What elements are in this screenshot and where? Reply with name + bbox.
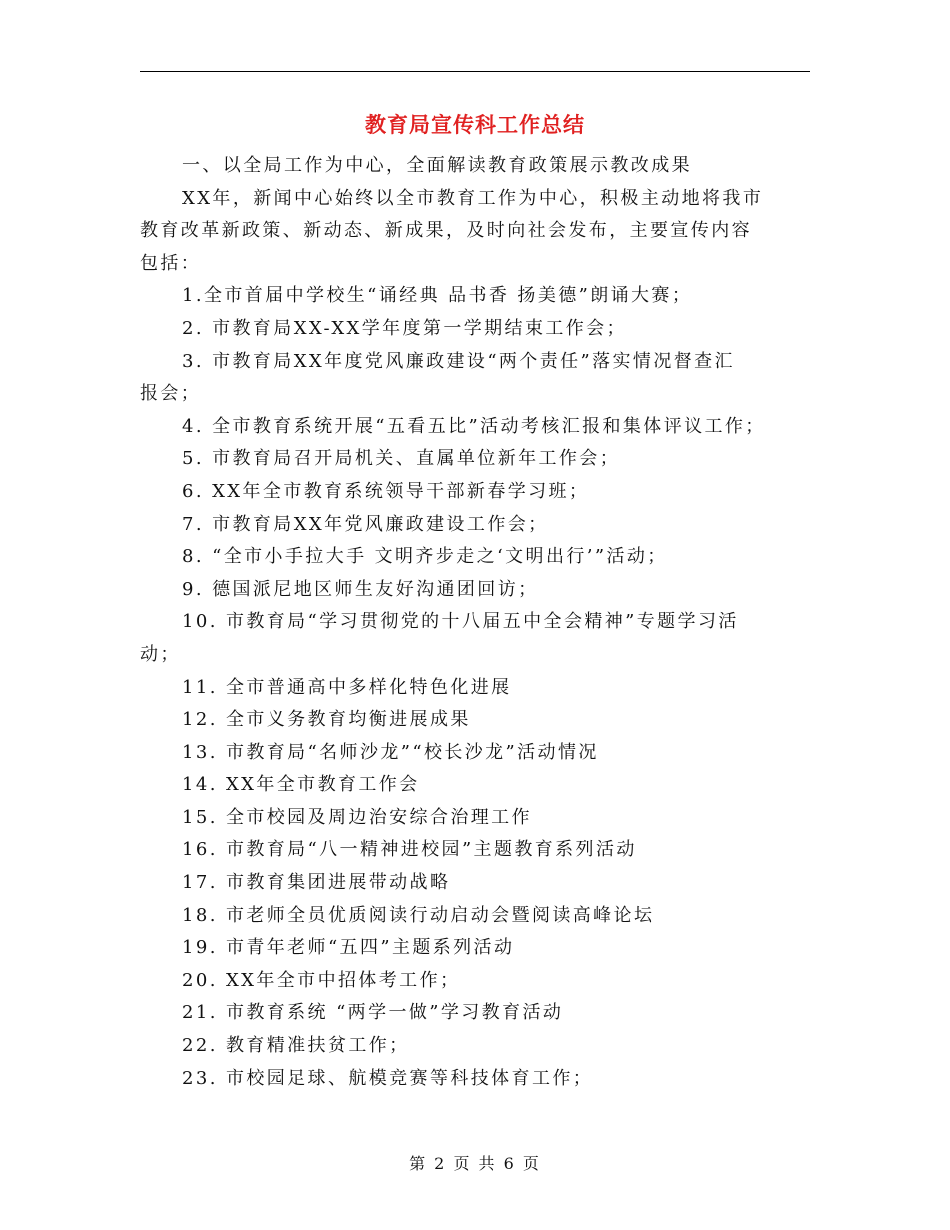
list-item: 9. 德国派尼地区师生友好沟通团回访； — [182, 578, 539, 600]
list-item: 7. 市教育局XX年党风廉政建设工作会； — [182, 513, 549, 535]
list-item: 5. 市教育局召开局机关、直属单位新年工作会； — [182, 448, 621, 470]
list-item: 12. 全市义务教育均衡进展成果 — [182, 709, 471, 731]
list-item: 16. 市教育局“八一精神进校园”主题教育系列活动 — [182, 839, 637, 861]
list-item: 22. 教育精准扶贫工作； — [182, 1035, 410, 1057]
list-item: 10. 市教育局“学习贯彻党的十八届五中全会精神”专题学习活 — [182, 611, 739, 633]
list-item: 20. XX年全市中招体考工作； — [182, 969, 461, 991]
document-title: 教育局宣传科工作总结 — [365, 113, 585, 137]
intro-line: 包括： — [140, 252, 202, 274]
list-item: 18. 市老师全员优质阅读行动启动会暨阅读高峰论坛 — [182, 904, 655, 926]
intro-line: XX年，新闻中心始终以全市教育工作为中心，积极主动地将我市 — [182, 187, 764, 209]
list-item-continuation: 动； — [140, 643, 181, 665]
list-item: 3. 市教育局XX年度党风廉政建设“两个责任”落实情况督查汇 — [182, 350, 735, 372]
list-item: 19. 市青年老师“五四”主题系列活动 — [182, 937, 515, 959]
section-heading: 一、以全局工作为中心，全面解读教育政策展示教改成果 — [182, 155, 692, 176]
list-item: 13. 市教育局“名师沙龙”“校长沙龙”活动情况 — [182, 741, 599, 763]
list-item: 1.全市首届中学校生“诵经典 品书香 扬美德”朗诵大赛； — [182, 285, 693, 307]
list-item: 15. 全市校园及周边治安综合治理工作 — [182, 806, 532, 828]
list-item-continuation: 报会； — [140, 383, 202, 405]
page-footer: 第 2 页 共 6 页 — [409, 1154, 541, 1173]
list-item: 17. 市教育集团进展带动战略 — [182, 872, 451, 894]
list-item: 2. 市教育局XX-XX学年度第一学期结束工作会； — [182, 317, 627, 339]
header-rule — [140, 71, 810, 72]
list-item: 14. XX年全市教育工作会 — [182, 774, 420, 796]
list-item: 8. “全市小手拉大手 文明齐步走之‘文明出行’”活动； — [182, 546, 668, 568]
intro-line: 教育改革新政策、新动态、新成果，及时向社会发布，主要宣传内容 — [140, 220, 752, 242]
list-item: 23. 市校园足球、航模竞赛等科技体育工作； — [182, 1067, 594, 1089]
list-item: 11. 全市普通高中多样化特色化进展 — [182, 676, 512, 698]
list-item: 4. 全市教育系统开展“五看五比”活动考核汇报和集体评议工作； — [182, 415, 766, 437]
document-body — [140, 150, 820, 1095]
list-item: 21. 市教育系统 “两学一做”学习教育活动 — [182, 1002, 564, 1024]
list-item: 6. XX年全市教育系统领导干部新春学习班； — [182, 480, 590, 502]
